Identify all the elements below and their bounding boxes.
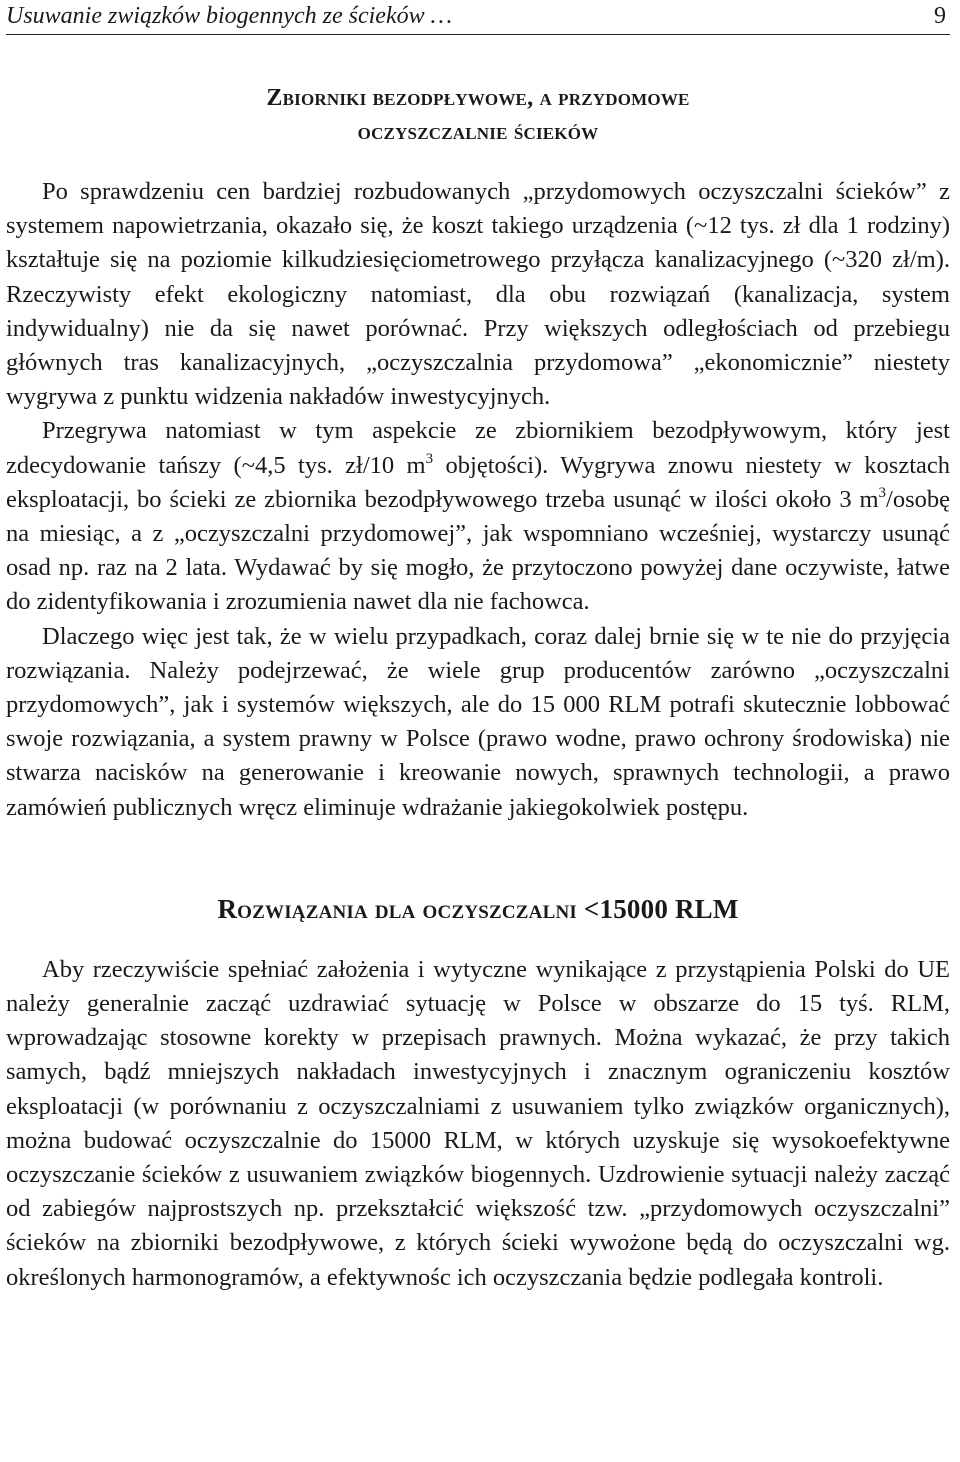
paragraph-text-part: objętości). Wygrywa znowu niestety w kosztach eksploatacji, bo ścieki ze zbiornika bezodpływowego trzeba usunąć w ilości około 3 m [6, 451, 950, 513]
section-heading-solutions: Rozwiązania dla oczyszczalni <15000 RLM [217, 893, 739, 924]
paragraph-text-part: /osobę na miesiąc, a z „oczyszczalni przydomowej”, jak wspomniano wcześniej, wystarczy usunąć osad np. raz na 2 lata. Wydawać by się mogło, że przytoczono powyżej dane oczywiste, łatwe do zidentyfikowania i zrozumienia nawet dla nie fachowca. [6, 485, 950, 616]
paragraph-cost-comparison: Po sprawdzeniu cen bardziej rozbudowanych „przydomowych oczyszczalni ścieków” z systemem napowietrzania, okazało się, że koszt takiego urządzenia (~12 tys. zł dla 1 rodziny) kształtuje się na poziomie kilkudziesięciometrowego przyłącza kanalizacyjnego (~320 zł/m). Rzeczywisty efekt ekologiczny natomiast, dla obu rozwiązań (kanalizacja, system indywidualny) nie da się nawet porównać. Przy większych odległościach od przebiegu głównych tras kanalizacyjnych, „oczyszczalnia przydomowa” „ekonomicznie” niestety wygrywa z punktu widzenia nakładów inwestycyjnych. [6, 178, 950, 411]
paragraph-text-part: Przegrywa natomiast w tym aspekcie ze zbiornikiem bezodpływowym, który jest zdecydowanie tańszy (~4,5 tys. zł/10 m [6, 417, 950, 479]
paragraph-holding-tank [6, 414, 950, 619]
section-body-holding-tanks [6, 175, 950, 825]
paragraph-solutions: Aby rzeczywiście spełniać założenia i wytyczne wynikające z przystąpienia Polski do UE należy generalnie zacząć uzdrawiać sytuację w Polsce w obszarze do 15 tyś. RLM, wprowadzając stosowne korekty w przepisach prawnych. Można wykazać, że przy takich samych, bądź mniejszych nakładach inwestycyjnych i znacznym ograniczeniu kosztów eksploatacji (w porównaniu z oczyszczalniami z usuwaniem tylko związków organicznych), można budować oczyszczalnie do 15000 RLM, w których uzyskuje się wysokoefektywne oczyszczanie ścieków z usuwaniem związków biogennych. Uzdrowienie sytuacji należy zacząć od zabiegów najprostszych np. przekształcić większość tzw. „przydomowych oczyszczalni” ścieków na zbiorniki bezodpływowe, z których ścieki wywożone będą do oczyszczalni wg. określonych harmonogramów, a efektywnośc ich oczyszczania będzie podlegała kontroli. [6, 955, 950, 1291]
section-body-solutions [6, 953, 950, 1295]
section-heading-line-1: Zbiorniki bezodpływowe, a przydomowe [266, 85, 690, 111]
superscript-3: 3 [878, 484, 887, 501]
running-header [6, 0, 950, 35]
paragraph-lobbying: Dlaczego więc jest tak, że w wielu przypadkach, coraz dalej brnie się w te nie do przyjęcia rozwiązania. Należy podejrzewać, że wiele grup producentów zarówno „oczyszczalni przydomowych”, jak i systemów większych, ale do 15 000 RLM potrafi skutecznie lobbować swoje rozwiązania, a system prawny w Polsce (prawo wodne, prawo ochrony środowiska) nie stwarza nacisków na generowanie i kreowanie nowych, sprawnych technologii, a prawo zamówień publicznych wręcz eliminuje wdrażanie jakiegokolwiek postępu. [6, 622, 950, 821]
running-title: Usuwanie związków biogennych ze ścieków … [6, 3, 452, 29]
page-number: 9 [934, 3, 946, 29]
section-heading-line-2: oczyszczalnie ścieków [357, 119, 599, 145]
document-page [6, 0, 950, 1295]
superscript-3: 3 [425, 450, 434, 467]
section-heading-holding-tanks [6, 81, 950, 149]
